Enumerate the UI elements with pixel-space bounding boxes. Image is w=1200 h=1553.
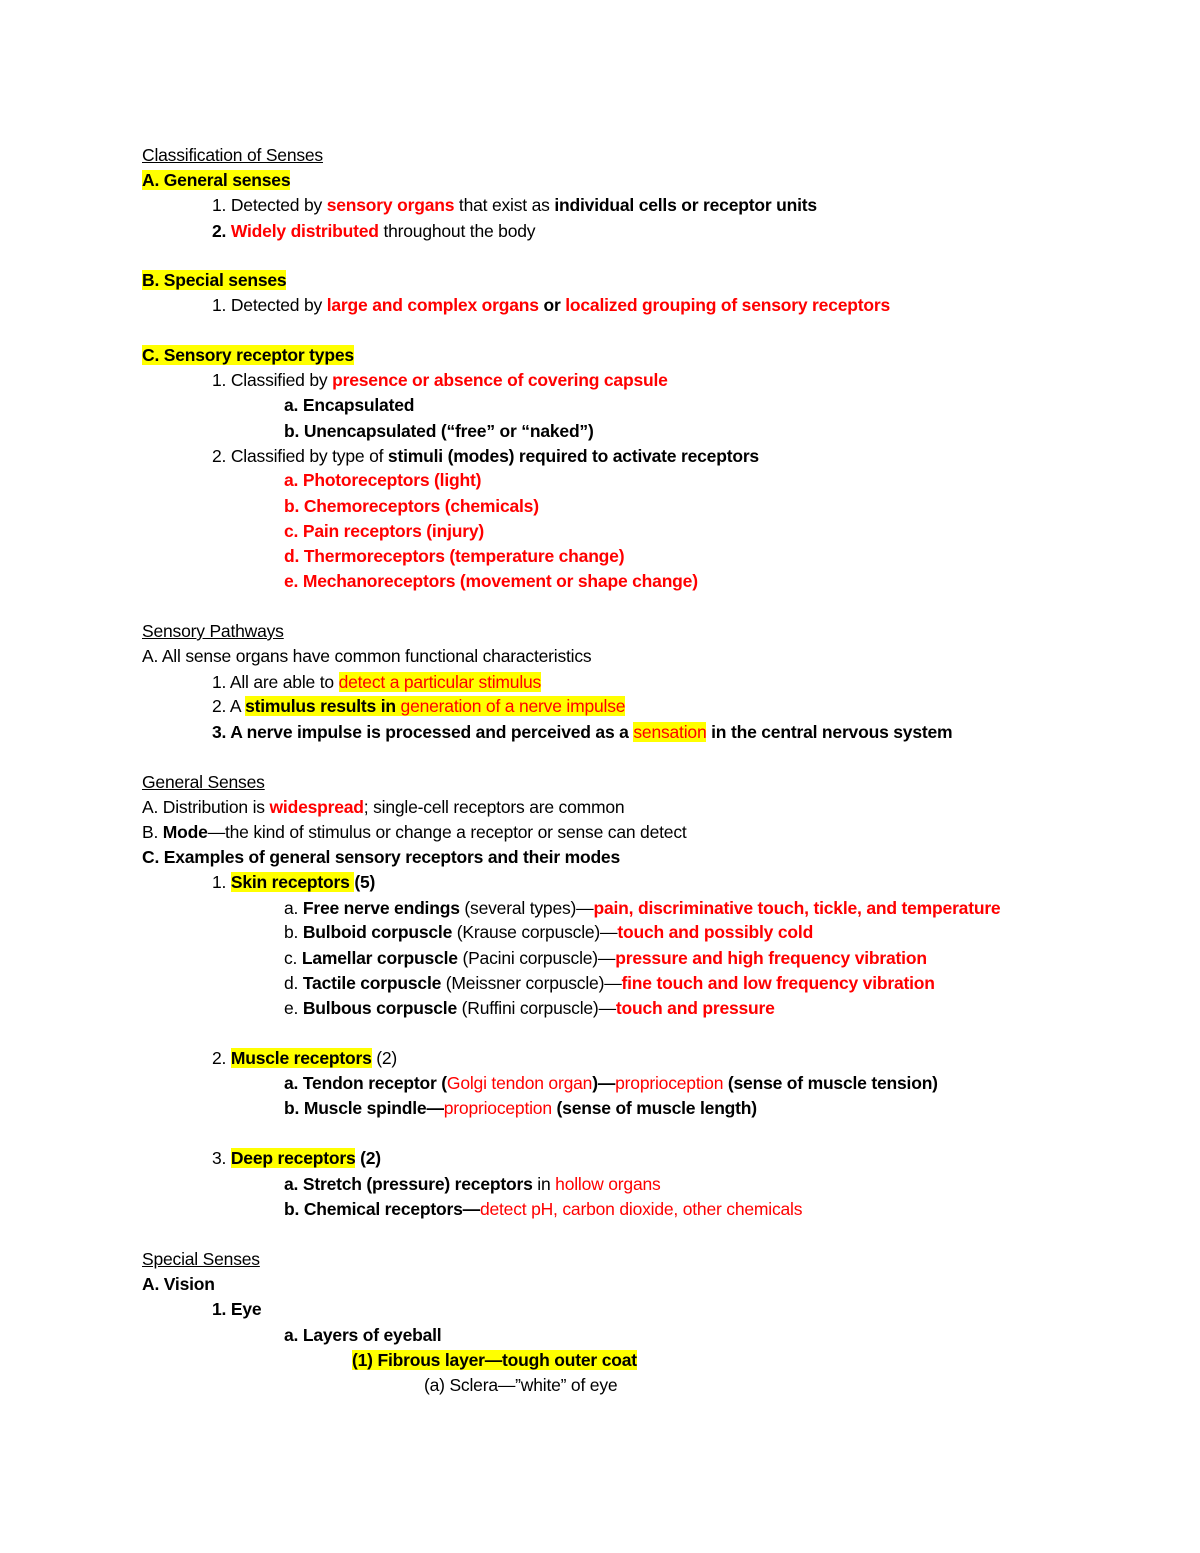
- outline-item: [284, 1071, 938, 1096]
- text-run: 1. Detected by: [212, 295, 327, 315]
- outline-item: [212, 444, 759, 469]
- text-run: 3. A nerve impulse is processed and perceived as a: [212, 722, 634, 742]
- text-run: (a) Sclera—”white” of eye: [424, 1375, 618, 1395]
- text-run: stimuli (modes) required to activate receptors: [387, 446, 759, 466]
- text-run: (5): [354, 872, 376, 892]
- text-run: (2): [371, 1048, 398, 1068]
- text-run: a.: [284, 898, 303, 918]
- outline-item: [284, 494, 539, 519]
- text-run: (1) Fibrous layer—tough outer coat: [352, 1350, 637, 1370]
- outline-item: [284, 544, 624, 569]
- text-run: (Pacini corpuscle)—: [457, 948, 616, 968]
- text-run: presence or absence of covering capsule: [332, 370, 668, 390]
- text-run: e. Mechanoreceptors (movement or shape change): [284, 571, 698, 591]
- text-run: proprioception: [615, 1073, 724, 1093]
- text-run: Golgi tendon organ: [446, 1073, 593, 1093]
- text-run: proprioception: [443, 1098, 552, 1118]
- text-run: fine touch and low frequency vibration: [621, 973, 935, 993]
- section-heading: [142, 770, 265, 795]
- text-run: Skin receptors: [230, 872, 355, 892]
- text-run: Mode: [162, 822, 208, 842]
- outline-item: [212, 293, 890, 318]
- outline-item: [284, 896, 1000, 921]
- outline-item: [284, 996, 775, 1021]
- outline-item: [284, 393, 414, 418]
- text-run: Muscle receptors: [230, 1048, 372, 1068]
- text-run: detect a particular stimulus: [338, 672, 542, 692]
- text-run: hollow organs: [555, 1174, 661, 1194]
- text-run: detect pH, carbon dioxide, other chemicals: [479, 1199, 803, 1219]
- outline-item: [142, 820, 687, 845]
- outline-item: [212, 219, 535, 244]
- text-run: 3.: [212, 1148, 231, 1168]
- text-run: 2. Classified by type of: [212, 446, 388, 466]
- text-run: C. Examples of general sensory receptors and their modes: [142, 847, 620, 867]
- text-run: Deep receptors: [230, 1148, 356, 1168]
- text-run: Widely distributed: [230, 221, 379, 241]
- text-run: (2): [355, 1148, 381, 1168]
- section-heading: [142, 1247, 260, 1272]
- outline-item: [142, 644, 591, 669]
- text-run: that exist as: [454, 195, 555, 215]
- text-run: A. General senses: [142, 170, 291, 190]
- text-run: or: [538, 295, 566, 315]
- text-run: (sense of muscle tension): [723, 1073, 938, 1093]
- text-run: a. Stretch (pressure) receptors: [284, 1174, 533, 1194]
- text-run: 2. A: [212, 696, 246, 716]
- text-run: stimulus results in: [245, 696, 401, 716]
- outline-item: [352, 1348, 637, 1373]
- text-run: touch and pressure: [615, 998, 775, 1018]
- text-run: 1. Classified by: [212, 370, 333, 390]
- text-run: 2.: [212, 221, 231, 241]
- text-run: 1. Detected by: [212, 195, 327, 215]
- text-run: e.: [284, 998, 303, 1018]
- text-run: Classification of Senses: [142, 145, 323, 165]
- outline-item: [284, 1096, 757, 1121]
- text-run: Bulboid corpuscle: [302, 922, 453, 942]
- text-run: c. Pain receptors (injury): [284, 521, 484, 541]
- outline-item: [284, 1197, 802, 1222]
- outline-item: [284, 468, 481, 493]
- outline-item: [142, 168, 290, 193]
- text-run: ; single-cell receptors are common: [363, 797, 625, 817]
- text-run: 1. All are able to: [212, 672, 339, 692]
- text-run: widespread: [269, 797, 364, 817]
- text-run: in: [532, 1174, 556, 1194]
- outline-item: [284, 946, 927, 971]
- outline-item: [212, 694, 625, 719]
- text-run: large and complex organs: [326, 295, 539, 315]
- text-run: —the kind of stimulus or change a receptor or sense can detect: [207, 822, 687, 842]
- text-run: generation of a nerve impulse: [400, 696, 626, 716]
- text-run: (sense of muscle length): [551, 1098, 757, 1118]
- text-run: a. Photoreceptors (light): [284, 470, 482, 490]
- text-run: Bulbous corpuscle: [302, 998, 457, 1018]
- text-run: sensation: [633, 722, 707, 742]
- outline-item: [284, 1172, 661, 1197]
- text-run: Special Senses: [142, 1249, 260, 1269]
- outline-item: [142, 845, 620, 870]
- outline-item: [284, 419, 594, 444]
- text-run: A. Distribution is: [142, 797, 270, 817]
- text-run: in the central nervous system: [706, 722, 953, 742]
- outline-item: [212, 1297, 261, 1322]
- text-run: b.: [284, 922, 303, 942]
- outline-item: [212, 870, 375, 895]
- text-run: individual cells or receptor units: [554, 195, 817, 215]
- outline-item: [212, 1146, 381, 1171]
- text-run: )—: [592, 1073, 616, 1093]
- outline-item: [142, 343, 354, 368]
- outline-item: [212, 193, 817, 218]
- text-run: a. Layers of eyeball: [284, 1325, 442, 1345]
- outline-item: [212, 368, 668, 393]
- text-run: pressure and high frequency vibration: [615, 948, 927, 968]
- text-run: 1.: [212, 872, 231, 892]
- text-run: A. Vision: [142, 1274, 215, 1294]
- text-run: Tactile corpuscle: [302, 973, 442, 993]
- outline-item: [212, 1046, 397, 1071]
- text-run: a. Encapsulated: [284, 395, 415, 415]
- text-run: localized grouping of sensory receptors: [565, 295, 891, 315]
- text-run: (Ruffini corpuscle)—: [457, 998, 616, 1018]
- outline-item: [284, 569, 698, 594]
- outline-item: [424, 1373, 617, 1398]
- text-run: d.: [284, 973, 303, 993]
- text-run: (several types)—: [459, 898, 594, 918]
- text-run: 1. Eye: [212, 1299, 262, 1319]
- text-run: a. Tendon receptor (: [284, 1073, 447, 1093]
- text-run: b. Unencapsulated (“free” or “naked”): [284, 421, 594, 441]
- text-run: General Senses: [142, 772, 265, 792]
- text-run: (Meissner corpuscle)—: [441, 973, 622, 993]
- text-run: A. All sense organs have common functional characteristics: [142, 646, 592, 666]
- text-run: Free nerve endings: [302, 898, 460, 918]
- text-run: (Krause corpuscle)—: [452, 922, 618, 942]
- outline-item: [284, 920, 813, 945]
- text-run: 2.: [212, 1048, 231, 1068]
- text-run: B.: [142, 822, 163, 842]
- outline-item: [284, 519, 484, 544]
- text-run: b. Chemoreceptors (chemicals): [284, 496, 539, 516]
- text-run: Sensory Pathways: [142, 621, 284, 641]
- outline-item: [212, 670, 541, 695]
- text-run: C. Sensory receptor types: [142, 345, 354, 365]
- text-run: pain, discriminative touch, tickle, and temperature: [593, 898, 1001, 918]
- text-run: b. Muscle spindle—: [284, 1098, 444, 1118]
- text-run: c.: [284, 948, 302, 968]
- text-run: touch and possibly cold: [617, 922, 814, 942]
- outline-item: [142, 795, 624, 820]
- outline-item: [212, 720, 952, 745]
- section-heading: [142, 143, 323, 168]
- text-run: throughout the body: [378, 221, 536, 241]
- outline-item: [142, 268, 286, 293]
- text-run: Lamellar corpuscle: [301, 948, 458, 968]
- text-run: d. Thermoreceptors (temperature change): [284, 546, 625, 566]
- text-run: B. Special senses: [142, 270, 287, 290]
- section-heading: [142, 619, 284, 644]
- outline-item: [284, 971, 935, 996]
- text-run: sensory organs: [326, 195, 455, 215]
- outline-item: [142, 1272, 215, 1297]
- text-run: b. Chemical receptors—: [284, 1199, 480, 1219]
- outline-item: [284, 1323, 441, 1348]
